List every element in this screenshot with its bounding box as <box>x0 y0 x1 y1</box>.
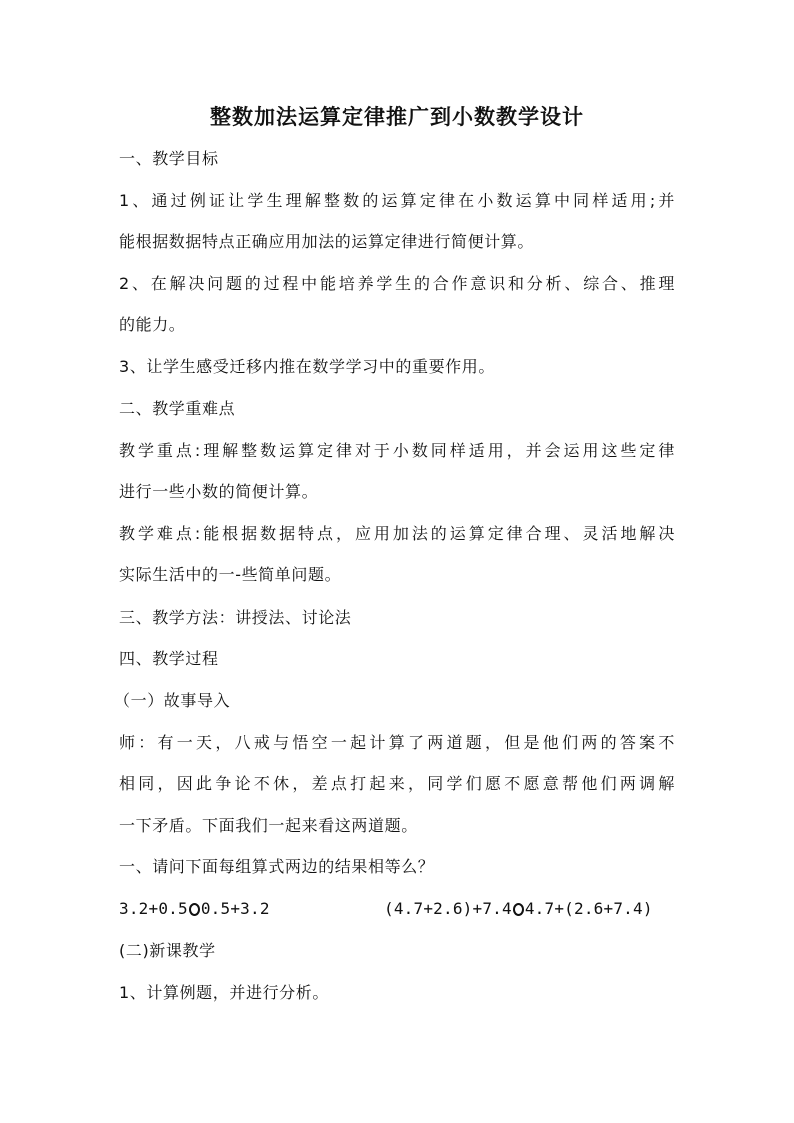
section-heading-key-points: 二、教学重难点 <box>119 399 236 418</box>
formula-2-left: (4.7+2.6)+7.4 <box>384 899 512 918</box>
goal-2-line-1: 2、在解决问题的过程中能培养学生的合作意识和分析、综合、推理 <box>119 274 675 293</box>
question-line: 一、请问下面每组算式两边的结果相等么？ <box>119 857 435 876</box>
formula-2-right: 4.7+(2.6+7.4) <box>524 899 653 918</box>
story-line-1: 师：有一天，八戒与悟空一起计算了两道题，但是他们两的答案不 <box>119 733 675 752</box>
compare-circle-icon <box>513 903 524 916</box>
goal-2-line-2: 的能力。 <box>119 315 186 334</box>
step-1: 1、计算例题，并进行分析。 <box>119 983 329 1002</box>
goal-3: 3、让学生感受迁移内推在数学学习中的重要作用。 <box>119 357 495 376</box>
goal-1-line-2: 能根据数据特点正确应用加法的运算定律进行简便计算。 <box>119 232 535 251</box>
subsection-new-lesson: (二)新课教学 <box>119 941 216 960</box>
story-line-2: 相同，因此争论不休，差点打起来，同学们愿不愿意帮他们两调解 <box>119 774 675 793</box>
subsection-story-intro: （一）故事导入 <box>114 691 231 710</box>
formula-2 <box>384 897 653 921</box>
difficult-point-line-1: 教学难点:能根据数据特点，应用加法的运算定律合理、灵活地解决 <box>119 524 675 543</box>
section-heading-methods: 三、教学方法：讲授法、讨论法 <box>119 608 352 627</box>
section-heading-process: 四、教学过程 <box>119 649 219 668</box>
story-line-3: 一下矛盾。下面我们一起来看这两道题。 <box>119 816 418 835</box>
key-point-line-1: 教学重点:理解整数运算定律对于小数同样适用，并会运用这些定律 <box>119 441 675 460</box>
formula-1-right: 0.5+3.2 <box>200 899 270 918</box>
section-heading-objectives: 一、教学目标 <box>119 149 219 168</box>
formula-1-left: 3.2+0.5 <box>119 899 188 918</box>
compare-circle-icon <box>189 903 200 916</box>
goal-1-line-1: 1、通过例证让学生理解整数的运算定律在小数运算中同样适用;并 <box>119 191 675 210</box>
difficult-point-line-2: 实际生活中的一-些简单问题。 <box>119 565 342 584</box>
formula-1 <box>119 897 270 921</box>
key-point-line-2: 进行一些小数的简便计算。 <box>119 482 319 501</box>
document-title: 整数加法运算定律推广到小数教学设计 <box>210 104 584 129</box>
